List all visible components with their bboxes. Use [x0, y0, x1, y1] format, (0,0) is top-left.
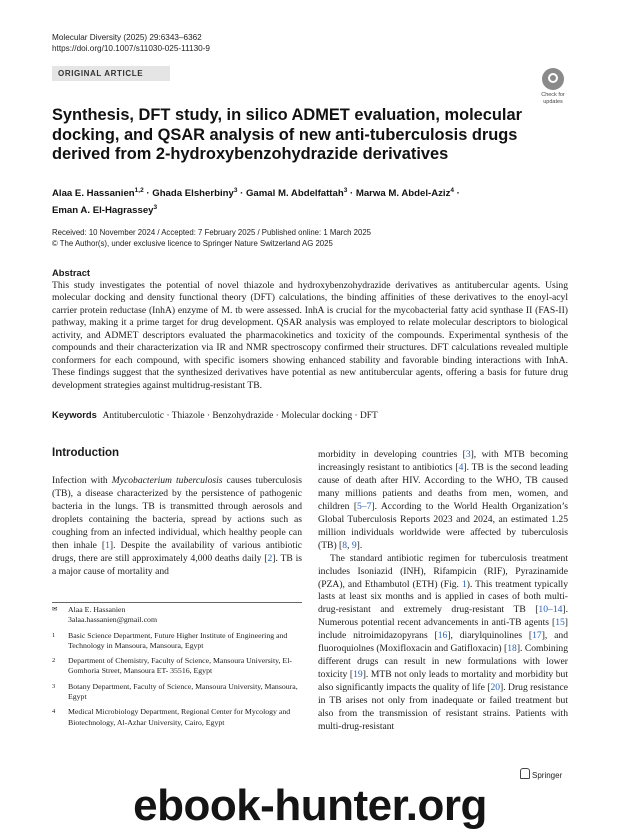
footnote-divider [52, 602, 302, 603]
citation-link[interactable]: 16 [437, 630, 448, 642]
citation-link[interactable]: 9 [351, 539, 357, 551]
abstract-text: This study investigates the potential of novel thiazole and hydroxybenzohydrazide derivatives as antitubercular agents. Using molecular docking and density functional theory (DFT) calculations, the binding affinities of these derivatives to the enoyl-acyl carrier protein reductase (InhA) enzyme of M. tb were assessed. InhA is crucial for the mycobacterial fatty acid synthase II (FAS-II) pathway, making it a prime target for drug development. QSAR analysis was employed to relate molecular descriptors to biological activity, and ADMET descriptors evaluated the pharmacokinetics and toxicity of the compounds. Experimental synthesis of the compounds and their characterization via IR and NMR spectroscopy confirmed their structures. DFT calculations revealed multiple conformers for each compound, with specific isomers showing enhanced stability and favorable binding interactions with InhA. These findings suggest that the synthesized derivatives have potential as new antitubercular agents, offering a basis for future drug development strategies against multidrug-resistant TB. [52, 280, 568, 391]
citation-link[interactable]: 19 [353, 669, 363, 681]
article-title: Synthesis, DFT study, in silico ADMET evaluation, molecular docking, and QSAR analysis of new anti-tuberculosis drugs derived from 2-hydroxybenzohydrazide derivatives [52, 106, 522, 163]
keyword-separator: · [273, 411, 282, 421]
citation-link[interactable]: 1 [105, 539, 110, 551]
corresponding-author-email[interactable]: 3alaa.hassanien@gmail.com [68, 615, 158, 625]
affiliation-number: 2 [52, 657, 56, 665]
footnotes [52, 605, 302, 733]
correspondence-note [52, 605, 302, 626]
citation-link[interactable]: 4 [458, 461, 464, 473]
affiliation-text: Basic Science Department, Future Higher Institute of Engineering and Technology in Mansoura, Mansoura, Egypt [68, 630, 288, 650]
keyword: Molecular docking [281, 411, 353, 421]
author-affiliation-ref: 3 [153, 203, 158, 211]
citation-link[interactable]: 17 [532, 630, 542, 642]
citation-link[interactable]: 18 [507, 643, 517, 655]
author-name[interactable]: Marwa M. Abdel-Aziz [355, 188, 451, 200]
paragraph: The standard antibiotic regimen for tuberculosis treatment includes Isoniazid (INH), Rifampicin (RIF), Pyrazinamide (PZA), and Ethambutol (ETH) (Fig. 1). This treatment typically lasts at least six months and is applied in cases of both multi-drug-resistant and extremely drug-resistant TB [10–14]. Numerous potential recent advancements in anti-TB agents [15] include nitroimidazopyrans [16], diarylquinolines [17], and fluoroquiolnes (Moxifloxacin and Gatifloxacin) [18]. Combining different drugs can result in new formulations with lower toxicity [19]. MTB not only leads to mortality and morbidity but also significantly impacts the quality of life [20]. Drug resistance in TB arises not only from inadequate or failed treatment but also from the transmission of resistant strains. Patients with multi-drug-resistant [318, 552, 569, 733]
author-name[interactable]: Ghada Elsherbiny [152, 188, 234, 200]
keywords-label: Keywords [52, 409, 97, 420]
keyword: Thiazole [171, 411, 205, 421]
intro-right-column [318, 449, 568, 734]
affiliation-note [52, 656, 302, 677]
affiliation-number: 3 [52, 682, 56, 690]
author-affiliation-ref: 1,2 [134, 187, 144, 194]
citation-link[interactable]: 2 [267, 552, 273, 564]
affiliation-text: Medical Microbiology Department, Regional Center for Mycology and Biotechnology, Al-Azhar University, Cairo, Egypt [68, 707, 291, 727]
springer-horse-icon [520, 768, 530, 779]
affiliation-note [52, 631, 302, 652]
author-affiliation-ref: 3 [233, 187, 238, 194]
copyright-notice: © The Author(s), under exclusive licence to Springer Nature Switzerland AG 2025 [52, 239, 333, 249]
journal-header [52, 32, 210, 54]
introduction-heading: Introduction [52, 447, 120, 459]
author-affiliation-ref: 3 [343, 187, 348, 194]
journal-citation: Molecular Diversity (2025) 29:6343–6362 [52, 33, 202, 42]
crossmark-icon [542, 68, 564, 90]
figure-link[interactable]: 1 [461, 578, 467, 590]
article-dates [52, 227, 572, 249]
keywords [52, 409, 572, 422]
citation-link[interactable]: 8 [342, 539, 348, 551]
affiliation-number: 4 [52, 708, 56, 716]
author-affiliation-ref: 4 [450, 187, 455, 194]
italic-species-name: Mycobacterium tuberculosis [111, 475, 223, 486]
paragraph: morbidity in developing countries [3], with MTB becoming increasingly resistant to antibiotics [4]. TB is the second leading cause of death after HIV. According to the WHO, TB caused many millions patients and deaths from men, women, and children [5–7]. According to the World Health Organization’s Global Tuberculosis Reports 2023 and 2024, an estimated 1.25 million individuals worldwide were affected by tuberculosis (TB) [8, 9]. [318, 449, 569, 551]
publisher-logo [520, 768, 562, 780]
citation-link[interactable]: 10–14 [538, 604, 563, 616]
author-name[interactable]: Eman A. El-Hagrassey [52, 204, 154, 216]
intro-left-column [52, 475, 302, 579]
journal-doi[interactable]: https://doi.org/10.1007/s11030-025-11130-9 [52, 44, 210, 53]
affiliation-number: 1 [52, 631, 56, 639]
affiliation-note [52, 682, 302, 703]
keyword: Antituberculotic [102, 411, 165, 421]
crossmark-caption: Check for updates [541, 92, 565, 105]
citation-link[interactable]: 3 [465, 449, 471, 460]
author-list: Alaa E. Hassanien$^{1,2}$ · Ghada Elsherbiny$^3$ · Gamal M. Abdelfattah$^3$ · Marwa M. Abdel-Aziz$^4$ · Eman A. El-Hagrassey$^3$ [52, 187, 460, 216]
watermark: ebook-hunter.org [133, 781, 487, 830]
article-type-banner: ORIGINAL ARTICLE [52, 66, 170, 81]
keyword-separator: · [352, 411, 360, 421]
abstract-heading: Abstract [52, 267, 91, 278]
corresponding-author-name: Alaa E. Hassanien [68, 605, 126, 614]
keyword: DFT [359, 411, 378, 421]
publication-history: Received: 10 November 2024 / Accepted: 7 February 2025 / Published online: 1 March 2025 [52, 228, 372, 237]
keyword-separator: · [204, 411, 213, 421]
affiliation-text: Botany Department, Faculty of Science, Mansoura University, Mansoura, Egypt [68, 681, 298, 702]
affiliation-text: Department of Chemistry, Faculty of Science, Mansoura University, El-Gomhoria Street, Mansoura ET- 35516, Egypt [68, 656, 292, 676]
author-name[interactable]: Alaa E. Hassanien [52, 188, 135, 200]
citation-link[interactable]: 5–7 [357, 500, 372, 512]
keyword-separator: · [164, 411, 172, 421]
envelope-icon: ✉ [52, 606, 58, 613]
citation-link[interactable]: 20 [490, 682, 501, 694]
affiliation-note [52, 707, 302, 728]
crossmark-badge[interactable] [536, 68, 570, 105]
paragraph: Infection with Mycobacterium tuberculosis causes tuberculosis (TB), a disease characterized by the persistence of pathogenic bacteria in the lungs. TB is transmitted through aerosols and droplets containing the bacteria, spread by actions such as coughing from an infected individual, which healthy people can then inhale [1]. Despite the availability of various antibiotic drugs, there are still approximately 4,000 deaths daily [2]. TB is a major cause of mortality and [52, 475, 303, 577]
citation-link[interactable]: 15 [555, 617, 565, 629]
author-name[interactable]: Gamal M. Abdelfattah [245, 188, 344, 200]
publisher-name: Springer [532, 771, 563, 780]
keyword: Benzohydrazide [212, 411, 274, 421]
